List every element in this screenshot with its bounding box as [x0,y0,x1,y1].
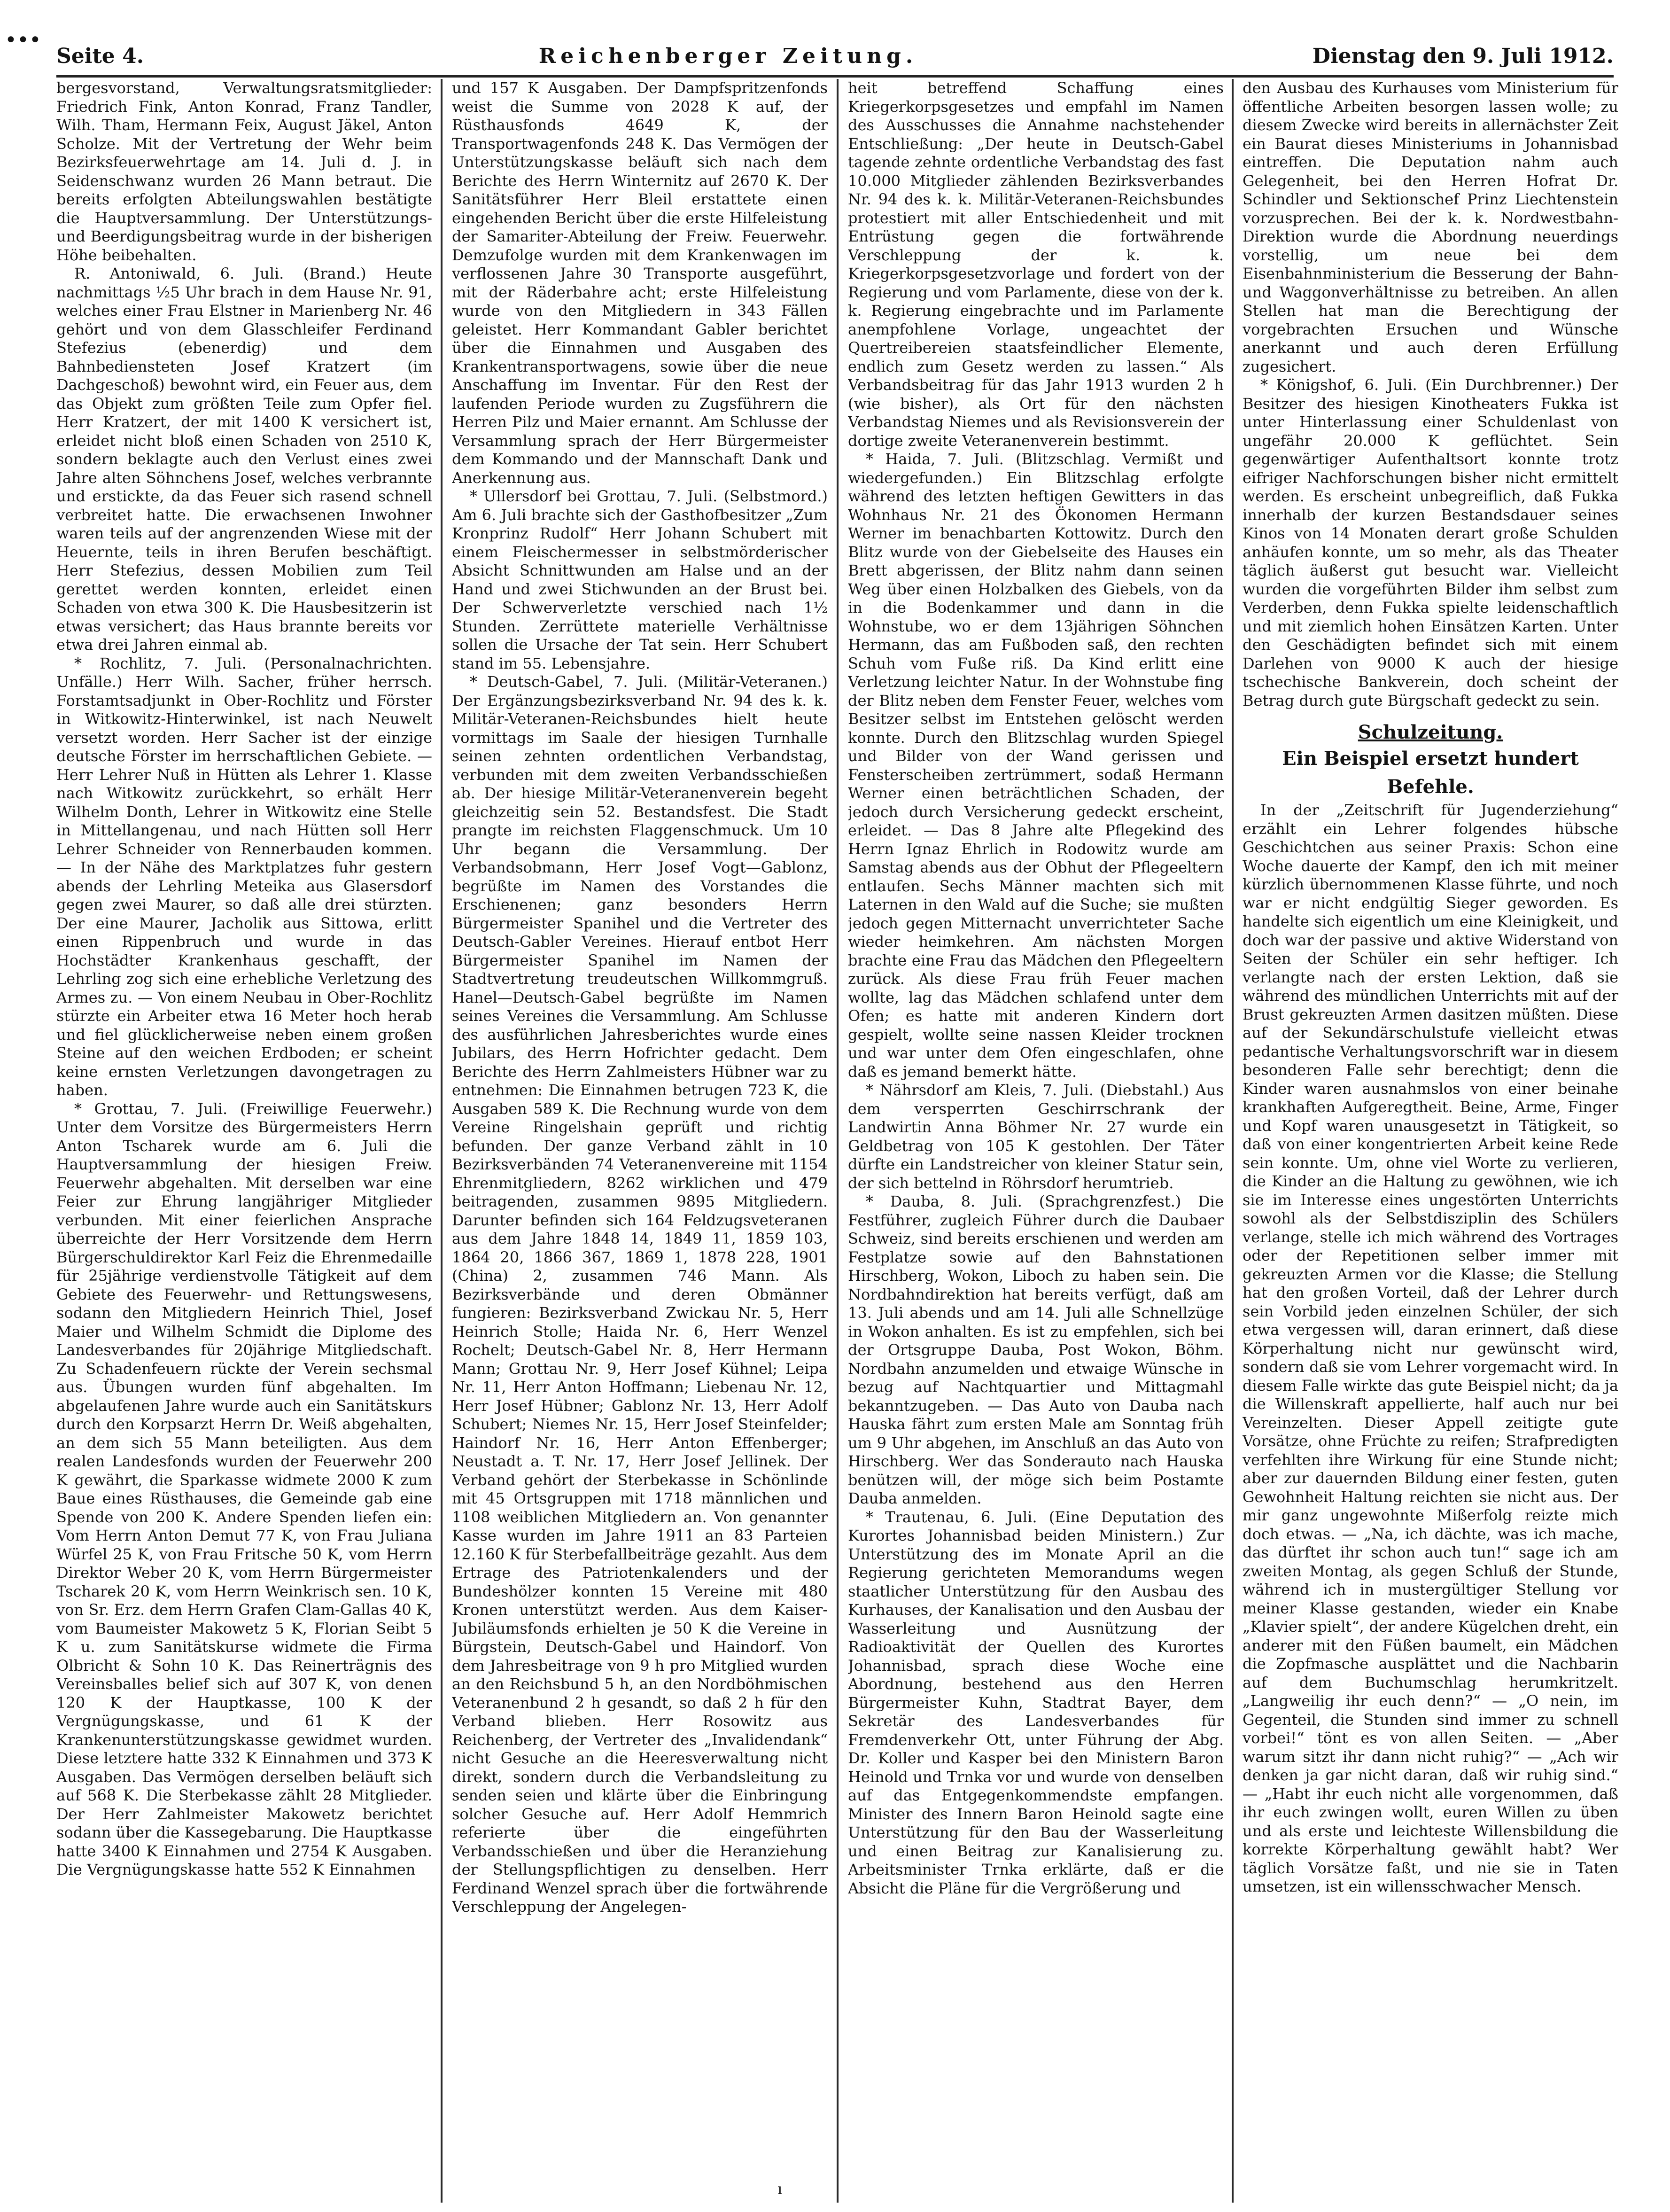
article-paragraph: * Grottau, 7. Juli. (Freiwillige Feuerwehr.) Unter dem Vorsitze des Bürgermeisters Herrn Anton Tscharek wurde am 6. Juli die Hauptversammlung der hiesigen Freiw. Feuerwehr abgehalten. Mit derselben war eine Feier zur Ehrung langjähriger Mitglieder verbunden. Mit einer feierlichen Ansprache überreichte der Herr Vorsitzende dem Herrn Bürgerschuldirektor Karl Feiz die Ehrenmedaille für 25jährige verdienstvolle Tätigkeit auf dem Gebiete des Feuerwehr- und Rettungswesens, sodann den Mitgliedern Heinrich Thiel, Josef Maier und Wilhelm Schmidt die Diplome des Landesverbandes für 20jährige Mitgliedschaft. Zu Schadenfeuern rückte der Verein sechsmal aus. Übungen wurden fünf abgehalten. Im abgelaufenen Jahre wurde auch ein Sanitätskurs durch den Korpsarzt Herrn Dr. Weiß abgehalten, an dem sich 55 Mann beteiligten. Aus dem realen Landesfonds wurden der Feuerwehr 200 K gewährt, die Sparkasse widmete 2000 K zum Baue eines Rüsthauses, die Gemeinde gab eine Spende von 200 K. Andere Spenden liefen ein: Vom Herrn Anton Demut 77 K, von Frau Juliana Würfel 25 K, von Frau Fritsche 50 K, vom Herrn Direktor Weber 20 K, vom Herrn Bürgermeister Tscharek 20 K, vom Herrn Weinkrisch sen. 10 K, von Sr. Erz. dem Herrn Grafen Clam-Gallas 40 K, vom Baumeister Makowetz 5 K, Florian Seibt 5 K u. zum Sanitätskurse widmete die Firma Olbricht & Sohn 10 K. Das Reinerträgnis des Vereinsballes belief sich auf 307 K, von denen 120 K der Hauptkasse, 100 K der Vergnügungskasse, und 61 K der Krankenunterstützungskasse gewidmet wurden. Diese letztere hatte 332 K Einnahmen und 373 K Ausgaben. Das Vermögen derselben beläuft sich auf 568 K. Die Sterbekasse zählt 28 Mitglieder. Der Herr Zahlmeister Makowetz berichtet sodann über die Kassegebarung. Die Hauptkasse hatte 3400 K Einnahmen und 2754 K Ausgaben. Die Vergnügungskasse hatte 552 K Einnahmen [56,1099,432,1878]
article-paragraph: den Ausbau des Kurhauses vom Ministerium für öffentliche Arbeiten besorgen lassen wolle; zu diesem Zwecke wird bereits in allernächster Zeit ein Baurat dieses Ministeriums in Johannisbad eintreffen. Die Deputation nahm auch Gelegenheit, bei den Herren Hofrat Dr. Schindler und Sektionschef Prinz Liechtenstein vorzusprechen. Bei der k. k. Nordwestbahn-Direktion wurde die Abordnung neuerdings vorstellig, um neue bei dem Eisenbahnministerium die Besserung der Bahn- und Waggonverhältnisse zu betreiben. An allen Stellen hat man die Berechtigung der vorgebrachten Ersuchen und Wünsche anerkannt und auch deren Erfüllung zugesichert. [1243,79,1618,375]
footer-mark: ı [777,2180,783,2198]
header-rule [56,75,1614,78]
article-paragraph: * Rochlitz, 7. Juli. (Personalnachrichten. Unfälle.) Herr Wilh. Sacher, früher herrsch. Forstamtsadjunkt in Ober-Rochlitz und Förster in Witkowitz-Hinterwinkel, ist nach Neuwelt versetzt worden. Herr Sacher ist der einzige deutsche Förster im herrschaftlichen Gebiete. — Herr Lehrer Nuß in Hütten als Lehrer 1. Klasse nach Witkowitz zurückkehrt, so erhält Herr Wilhelm Donth, Lehrer in Witkowitz eine Stelle in Mittellangenau, und nach Hütten soll Herr Lehrer Schneider von Rennerbauden kommen. — In der Nähe des Marktplatzes fuhr gestern abends der Lehrling Meteika aus Glasersdorf gegen zwei Maurer, so daß alle drei stürzten. Der eine Maurer, Jacholik aus Sittowa, erlitt einen Rippenbruch und wurde in das Hochstädter Krankenhaus geschafft, der Lehrling zog sich eine erhebliche Verletzung des Armes zu. — Von einem Neubau in Ober-Rochlitz stürzte ein Arbeiter etwa 16 Meter hoch herab und fiel glücklicherweise neben einem großen Steine auf den weichen Erdboden; er scheint keine ernsten Verletzungen davongetragen zu haben. [56,654,432,1099]
column-divider [1232,79,1234,2203]
article-paragraph: bergesvorstand, Verwaltungsratsmitglieder: Friedrich Fink, Anton Konrad, Franz Tandler, Wilh. Tham, Hermann Feix, August Jäkel, Anton Scholze. Mit der Vertretung der Wehr beim Bezirksfeuerwehrtage am 14. Juli d. J. in Seidenschwanz wurden 26 Mann betraut. Die bereits erfolgten Abteilungswahlen bestätigte die Hauptversammlung. Der Unterstützungs- und Beerdigungsbeitrag wurde in der bisherigen Höhe beibehalten. [56,79,432,264]
article-paragraph: und 157 K Ausgaben. Der Dampfspritzenfonds weist die Summe von 2028 K auf, der Rüsthausfonds 4649 K, der Transportwagenfonds 248 K. Das Vermögen der Unterstützungskasse beläuft sich nach dem Berichte des Herrn Winternitz auf 2670 K. Der Sanitätsführer Herr Bleil erstattete einen eingehenden Bericht über die erste Hilfeleistung der Samariter-Abteilung der Freiw. Feuerwehr. Demzufolge wurden mit dem Krankenwagen im verflossenen Jahre 30 Transporte ausgeführt, mit der Räderbahre acht; erste Hilfeleistung wurde von den Mitgliedern in 343 Fällen geleistet. Herr Kommandant Gabler berichtet über die Einnahmen und Ausgaben des Krankentransportwagens, sowie über die neue Anschaffung im Inventar. Für den Rest der laufenden Periode wurden zu Zugsführern die Herren Pilz und Maier ernannt. Am Schlusse der Versammlung sprach der Herr Bürgermeister dem Kommando und der Mannschaft Dank und Anerkennung aus. [452,79,828,487]
column-3 [848,79,1224,2203]
issue-date: Dienstag den 9. Juli 1912. [1312,44,1614,68]
page-header [56,39,1614,72]
page-corner-dots: ••• [5,28,41,52]
column-2 [452,79,828,2203]
article-paragraph: * Königshof, 6. Juli. (Ein Durchbrenner.) Der Besitzer des hiesigen Kinotheaters Fukka ist unter Hinterlassung einer Schuldenlast von ungefähr 20.000 K geflüchtet. Sein gegenwärtiger Aufenthaltsort konnte trotz eifriger Nachforschungen bisher nicht ermittelt werden. Es erscheint unbegreiflich, daß Fukka innerhalb der kurzen Bestandsdauer seines Kinos von 14 Monaten derart große Schulden anhäufen konnte, um so mehr, als das Theater täglich äußerst gut besucht war. Vielleicht wurden die vorgeführten Bilder ihm selbst zum Verderben, denn Fukka spielte leidenschaftlich und mit ziemlich hohen Einsätzen Karten. Unter den Geschädigten befindet sich mit einem Darlehen von 9000 K auch der hiesige tschechische Bankverein, doch scheint der Betrag durch gute Bürgschaft gedeckt zu sein. [1243,376,1618,709]
newspaper-title: Reichenberger Zeitung. [538,44,918,68]
article-paragraph: * Dauba, 8. Juli. (Sprachgrenzfest.) Die Festführer, zugleich Führer durch die Daubaer Schweiz, sind bereits erschienen und werden am Festplatze sowie auf den Bahnstationen Hirschberg, Wokon, Liboch zu haben sein. Die Nordbahndirektion hat bereits verfügt, daß am 13. Juli abends und am 14. Juli alle Schnellzüge in Wokon anhalten. Es ist zu empfehlen, sich bei der Ortsgruppe Dauba, Post Wokon, Böhm. Nordbahn anzumelden und etwaige Wünsche in bezug auf Nachtquartier und Mittagmahl bekanntzugeben. — Das Auto von Dauba nach Hauska fährt zum ersten Male am Sonntag früh um 9 Uhr abgehen, im Anschluß an das Auto von Hirschberg. Wer das Sonderauto nach Hauska benützen will, der möge sich beim Postamte Dauba anmelden. [848,1192,1224,1507]
article-paragraph: * Haida, 7. Juli. (Blitzschlag. Vermißt und wiedergefunden.) Ein Blitzschlag erfolgte während des letzten heftigen Gewitters in das Wohnhaus Nr. 21 des Ökonomen Hermann Werner im benachbarten Kottowitz. Durch den Blitz wurde von der Giebelseite des Hauses ein Brett abgerissen, der Blitz nahm dann seinen Weg über einen Holzbalken des Giebels, von da in die Bodenkammer und dann in die Wohnstube, wo er dem 13jährigen Söhnchen Hermann, das am Fußboden saß, den rechten Schuh vom Fuße riß. Da Kind erlitt eine Verletzung leichter Natur. In der Wohnstube fing der Blitz neben dem Fenster Feuer, welches vom Besitzer selbst im Entstehen gelöscht werden konnte. Durch den Blitzschlag wurden Spiegel und Bilder von der Wand gerissen und Fensterscheiben zertrümmert, sodaß Hermann Werner einen beträchtlichen Schaden, der jedoch durch Versicherung gedeckt erscheint, erleidet. — Das 8 Jahre alte Pflegekind des Herrn Ignaz Ehrlich in Rodowitz wurde am Samstag abends aus der Obhut der Pflegeeltern entlaufen. Sechs Männer machten sich mit Laternen in den Wald auf die Suche; sie mußten jedoch gegen Mitternacht unverrichteter Sache wieder heimkehren. Am nächsten Morgen brachte eine Frau das Mädchen den Pflegeeltern zurück. Als diese Frau früh Feuer machen wollte, lag das Mädchen schlafend unter dem Ofen; es hatte mit anderen Kindern dort gespielt, wollte seine nassen Kleider trocknen und war unter dem Ofen eingeschlafen, ohne daß es jemand bemerkt hätte. [848,450,1224,1081]
column-divider [441,79,443,2203]
column-4 [1243,79,1618,2203]
article-paragraph: * Trautenau, 6. Juli. (Eine Deputation des Kurortes Johannisbad beiden Ministern.) Zur Unterstützung des im Monate April an die Regierung gerichteten Memorandums wegen staatlicher Unterstützung für den Ausbau des Kurhauses, der Kanalisation und den Ausbau der Wasserleitung und Ausnützung der Radioaktivität der Quellen des Kurortes Johannisbad, sprach diese Woche eine Abordnung, bestehend aus den Herren Bürgermeister Kuhn, Stadtrat Bayer, dem Sekretär des Landesverbandes für Fremdenverkehr Ott, unter Führung der Abg. Dr. Koller und Kasper bei den Ministern Baron Heinold und Trnka vor und wurde von denselben auf das Entgegenkommendste empfangen. Minister des Innern Baron Heinold sagte eine Unterstützung für den Bau der Wasserleitung und einen Beitrag zur Kanalisierung zu. Arbeitsminister Trnka erklärte, daß er die Absicht die Pläne für die Vergrößerung und [848,1508,1224,1897]
section-header [1243,720,1618,801]
article-paragraph: * Deutsch-Gabel, 7. Juli. (Militär-Veteranen.) Der Ergänzungsbezirksverband Nr. 94 des k. k. Militär-Veteranen-Reichsbundes hielt heute vormittags im Saale der hiesigen Turnhalle seinen zehnten ordentlichen Verbandstag, verbunden mit dem zweiten Verbandsschießen ab. Der hiesige Militär-Veteranenverein begeht gleichzeitig sein 52. Bestandsfest. Die Stadt prangte im reichsten Flaggenschmuck. Um 10 Uhr begann die Versammlung. Der Verbandsobmann, Herr Josef Vogt—Gablonz, begrüßte im Namen des Vorstandes die Erschienenen; ganz besonders Herrn Bürgermeister Spanihel und die Vertreter des Deutsch-Gabler Vereines. Hierauf entbot Herr Bürgermeister Spanihel im Namen der Stadtvertretung treudeutschen Willkommgruß. Hanel—Deutsch-Gabel begrüßte im Namen seines Vereines die Versammlung. Am Schlusse des ausführlichen Jahresberichtes wurde eines Jubilars, des Herrn Hofrichter gedacht. Dem Berichte des Herrn Zahlmeisters Hübner war zu entnehmen: Die Einnahmen betrugen 723 K, die Ausgaben 589 K. Die Rechnung wurde von dem Vereine Ringelshain geprüft und richtig befunden. Der ganze Verband zählt in 10 Bezirksverbänden 74 Veteranenvereine mit 1154 Ehrenmitgliedern, 8262 wirklichen und 479 beitragenden, zusammen 9895 Mitgliedern. Darunter befinden sich 164 Feldzugsveteranen aus dem Jahre 1848 14, 1849 11, 1859 103, 1864 20, 1866 367, 1869 1, 1878 228, 1901 (China) 2, zusammen 746 Mann. Als Bezirksverbände und deren Obmänner fungieren: Bezirksverband Zwickau Nr. 5, Herr Heinrich Stolle; Haida Nr. 6, Herr Wenzel Rochelt; Deutsch-Gabel Nr. 8, Herr Hermann Mann; Grottau Nr. 9, Herr Josef Kühnel; Leipa Nr. 11, Herr Anton Hoffmann; Liebenau Nr. 12, Herr Josef Hübner; Gablonz Nr. 13, Herr Adolf Schubert; Niemes Nr. 15, Herr Josef Steinfelder; Haindorf Nr. 16, Herr Anton Effenberger; Neustadt a. T. Nr. 17, Herr Josef Jellinek. Der Verband gehört der Sterbekasse in Schönlinde mit 45 Ortsgruppen mit 1718 männlichen und 1108 weiblichen Mitgliedern an. Von genannter Kasse wurden im Jahre 1911 an 83 Parteien 12.160 K für Sterbefallbeiträge gezahlt. Aus dem Ertrage des Patriotenkalenders und der Bundeshölzer konnten 15 Vereine mit 480 Kronen unterstützt werden. Aus dem Kaiser-Jubiläumsfonds erhielten je 50 K die Vereine in Bürgstein, Deutsch-Gabel und Haindorf. Von dem Jahresbeitrage von 9 h pro Mitglied wurden an den Reichsbund 5 h, an den Nordböhmischen Veteranenbund 2 h gesandt, so daß 2 h für den Verband blieben. Herr Rosowitz aus Reichenberg, der Vertreter des „Invalidendank“ nicht Gesuche an die Heeresverwaltung nicht direkt, sondern durch die Verbandsleitung zu senden seien und klärte über die Einbringung solcher Gesuche auf. Herr Adolf Hemmrich referierte über die eingeführten Verbandsschießen und über die Heranziehung der Stellungspflichtigen zu denselben. Herr Ferdinand Wenzel sprach über die fortwährende Verschleppung der Angelegen- [452,673,828,1916]
article-headline: Ein Beispiel ersetzt hundert Befehle. [1282,748,1579,798]
article-paragraph: * Ullersdorf bei Grottau, 7. Juli. (Selbstmord.) Am 6. Juli brachte sich der Gasthofbesitzer „Zum Kronprinz Rudolf“ Herr Johann Schubert mit einem Fleischermesser in selbstmörderischer Absicht Schnittwunden am Halse und an der Hand und zwei Stichwunden an der Brust bei. Der Schwerverletzte verschied nach 1½ Stunden. Zerrüttete materielle Verhältnisse sollen die Ursache der Tat sein. Herr Schubert stand im 55. Lebensjahre. [452,487,828,672]
article-paragraph: In der „Zeitschrift für Jugenderziehung“ erzählt ein Lehrer folgendes hübsche Geschichtchen aus seiner Praxis: Schon eine Woche dauerte der Kampf, den ich mit meiner kürzlich übernommenen Klasse führte, und noch war er nicht endgültig Sieger geworden. Es handelte sich eigentlich um eine Kleinigkeit, und doch war der passive und aktive Widerstand von Seiten der Schüler ein sehr heftiger. Ich verlangte nach der ersten Lektion, daß sie während des mündlichen Unterrichts mit auf der Brust gekreuzten Armen dasitzen müßten. Diese auf der Sekundärschulstufe vielleicht etwas pedantische Verhaltungsvorschrift war in diesem besonderen Falle sehr berechtigt; denn die Kinder waren ausnahmslos von einer beinahe krankhaften Aufgeregtheit. Beine, Arme, Finger und Kopf waren unausgesetzt in Tätigkeit, so daß von einer kongentrierten Arbeit keine Rede sein konnte. Um, ohne viel Worte zu verlieren, die Kinder an die Haltung zu gewöhnen, wie ich sie im Interesse eines ungestörten Unterrichts sowohl als der Selbstdisziplin des Schülers verlange, stelle ich mich während des Vortrages oder der Repetitionen selber immer mit gekreuzten Armen vor die Klasse; die Stellung hat den großen Vorteil, daß der Lehrer durch sein Vorbild jeden einzelnen Schüler, der sich etwa vergessen will, daran erinnert, daß diese Körperhaltung nicht nur gewünscht wird, sondern daß sie vom Lehrer vorgemacht wird. In diesem Falle wirkte das gute Beispiel nicht; da ja die Willenskraft appellierte, half auch nur bei Vereinzelten. Dieser Appell zeitigte gute Vorsätze, ohne Früchte zu reifen; Strafpredigten verfehlten ihre Wirkung für eine Stunde nicht; aber zur dauernden Bildung einer festen, guten Gewohnheit Haltung reichten sie nicht aus. Der mir ganz ungewohnte Mißerfolg reizte mich doch etwas. — „Na, ich dächte, was ich mache, das dürftet ihr schon auch tun!“ sage ich am zweiten Montag, als gegen Schluß der Stunde, während ich in mustergültiger Stellung vor meiner Klasse gestanden, wieder ein Knabe „Klavier spielt“, der andere Kügelchen dreht, ein anderer mit den Füßen baumelt, ein Mädchen die Zopfmasche ausplättet und die Nachbarin auf dem Buchumschlag herumkritzelt. „Langweilig ihr euch denn?“ — „O nein, im Gegenteil, die Stunden sind immer zu schnell vorbei!“ tönt es von allen Seiten. — „Aber warum sitzt ihr dann nicht ruhig?“ — „Ach wir denken ja gar nicht daran, daß wir ruhig sind.“ — „Habt ihr euch nicht alle vorgenommen, daß ihr euch zwingen wollt, euren Willen zu üben und als erste und leichteste Willensbildung die korrekte Körperhaltung gewählt habt? Wer täglich Vorsätze faßt, und nie sie in Taten umsetzen, ist ein willensschwacher Mensch. [1243,801,1618,1895]
page-number: Seite 4. [56,44,144,68]
article-paragraph: R. Antoniwald, 6. Juli. (Brand.) Heute nachmittags ½5 Uhr brach in dem Hause Nr. 91, welches einer Frau Elstner in Marienberg Nr. 46 gehört und von dem Glasschleifer Ferdinand Stefezius (ebenerdig) und dem Bahnbediensteten Josef Kratzert (im Dachgeschoß) bewohnt wird, ein Feuer aus, dem das Objekt zum größten Teile zum Opfer fiel. Herr Kratzert, der mit 1400 K versichert ist, erleidet nicht bloß einen Schaden von 2510 K, sondern beklagte auch den Verlust eines zwei Jahre alten Söhnchens Josef, welches verbrannte und erstickte, da das Feuer sich rasend schnell verbreitet hatte. Die erwachsenen Inwohner waren teils auf der angrenzenden Wiese mit der Heuernte, teils in ihren Berufen beschäftigt. Herr Stefezius, dessen Mobilien zum Teil gerettet werden konnten, erleidet einen Schaden von etwa 300 K. Die Hausbesitzerin ist etwas versichert; das Haus brannte bereits vor etwa drei Jahren einmal ab. [56,265,432,654]
article-paragraph: * Nährsdorf am Kleis, 7. Juli. (Diebstahl.) Aus dem versperrten Geschirrschrank der Landwirtin Anna Böhmer Nr. 27 wurde ein Geldbetrag von 105 K gestohlen. Der Täter dürfte ein Landstreicher von kleiner Statur sein, der sich bettelnd in Röhrsdorf herumtrieb. [848,1081,1224,1192]
column-1 [56,79,432,2203]
section-heading: Schulzeitung. [1358,721,1503,743]
article-paragraph: heit betreffend Schaffung eines Kriegerkorpsgesetzes und empfahl im Namen des Ausschusses die Annahme nachstehender Entschließung: „Der heute in Deutsch-Gabel tagende zehnte ordentliche Verbandstag des fast 10.000 Mitglieder zählenden Bezirksverbandes Nr. 94 des k. k. Militär-Veteranen-Reichsbundes protestiert mit aller Entschiedenheit und mit Entrüstung gegen die fortwährende Verschleppung der k. k. Kriegerkorpsgesetzvorlage und fordert von der Regierung und vom Parlamente, diese von der k. k. Regierung eingebrachte und im Parlamente anempfohlene Vorlage, ungeachtet der Quertreibereien staatsfeindlicher Elemente, endlich zum Gesetz werden zu lassen.“ Als Verbandsbeitrag für das Jahr 1913 wurden 2 h (wie bisher), als Ort für den nächsten Verbandstag Niemes und als Revisionsverein der dortige zweite Veteranenverein bestimmt. [848,79,1224,450]
column-divider [837,79,839,2203]
